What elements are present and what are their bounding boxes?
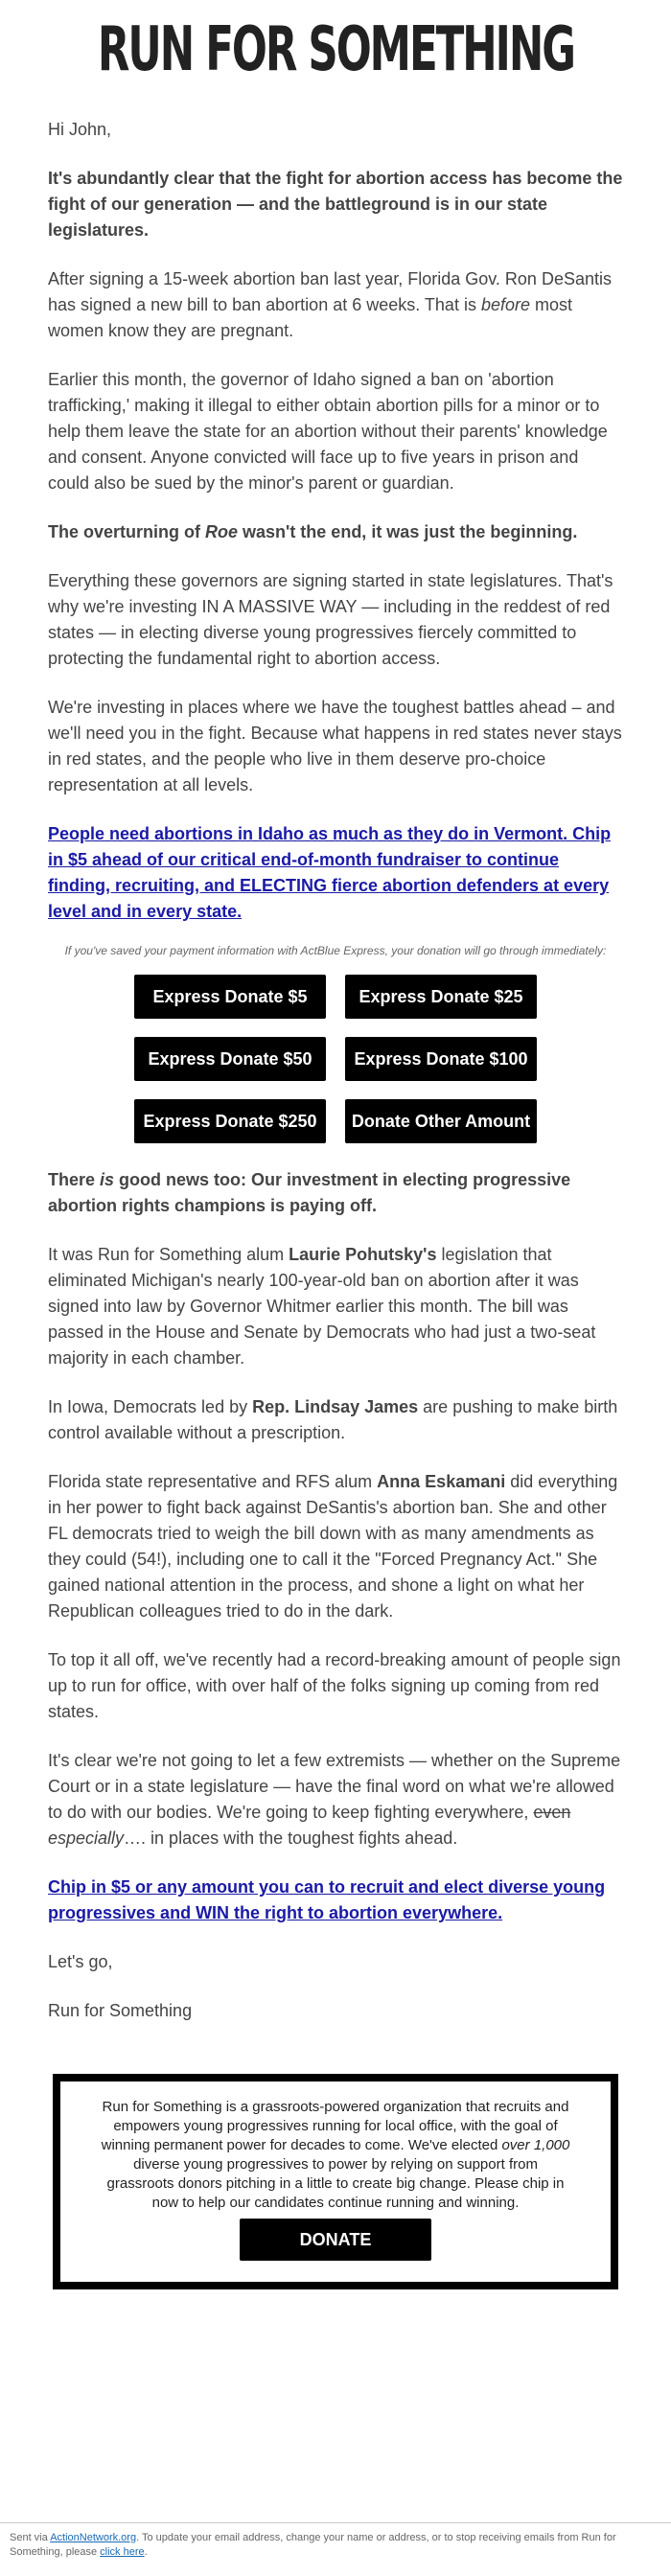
strong-text: Rep. Lindsay James	[252, 1397, 419, 1416]
email-body	[48, 0, 623, 2289]
text: After signing a 15-week abortion ban last year, Florida Gov. Ron DeSantis has signed a new bill to ban abortion at 6 weeks. That is	[48, 269, 612, 314]
strikethrough-text: even	[533, 1803, 571, 1822]
express-donate-25-button[interactable]: Express Donate $25	[345, 975, 537, 1019]
text: …. in places with the toughest fights ahead.	[124, 1828, 458, 1848]
express-donate-50-button[interactable]: Express Donate $50	[134, 1037, 326, 1081]
actionnetwork-link[interactable]: ActionNetwork.org	[50, 2532, 137, 2543]
cta-paragraph-2	[48, 1874, 623, 1926]
text: It was Run for Something alum	[48, 1245, 289, 1264]
express-donate-250-button[interactable]: Express Donate $250	[134, 1099, 326, 1143]
signature: Run for Something	[48, 2001, 193, 2020]
text: legislation that eliminated Michigan's nearly 100-year-old ban on abortion after it was signed into law by Governor Whitmer earlier this month. The bill was passed in the House and Senate by Democrats who had just a two-seat majority in each chamber.	[48, 1245, 596, 1368]
text: Sent via	[10, 2532, 51, 2543]
text: In Iowa, Democrats led by	[48, 1397, 253, 1416]
text: are pushing to make birth control available without a prescription.	[48, 1397, 618, 1442]
express-donate-100-button[interactable]: Express Donate $100	[345, 1037, 537, 1081]
text: Run for Something is a grassroots-powered organization that recruits and empowers young progressives running for local office, with the goal of winning permanent power for decades to come. We've elected	[101, 2099, 569, 2153]
text: . To update your email address, change your name or address, or to stop receiving emails from Run for Something, please	[10, 2532, 616, 2558]
emphasis: is	[100, 1170, 115, 1189]
about-text	[99, 2098, 572, 2213]
text: The overturning of	[48, 522, 205, 541]
actblue-express-note: If you've saved your payment information with ActBlue Express, your donation will go through immediately:	[64, 944, 607, 957]
iowa-paragraph	[48, 1394, 623, 1446]
logo-text: RUN FOR SOMETHING	[97, 14, 574, 85]
florida-rep-paragraph	[48, 1469, 623, 1624]
text: did everything in her power to fight back against DeSantis's abortion ban. She and other FL democrats tried to weigh the bill down with as many amendments as they could (54!), including one to call it the "Forced Pregnancy Act." She gained national attention in the process, and shone a light on what her Republican colleagues tried to do in the dark.	[48, 1472, 618, 1621]
emphasis: over 1,000	[501, 2137, 570, 2153]
intro-paragraph: It's abundantly clear that the fight for abortion access has become the fight of our generation — and the battleground is in our state legislatures.	[48, 169, 623, 240]
emphasis: before	[480, 295, 530, 314]
text: .	[144, 2546, 148, 2558]
donate-button[interactable]: DONATE	[240, 2219, 431, 2261]
closing: Let's go,	[48, 1952, 113, 1971]
text: good news too: Our investment in electing progressive abortion rights champions is paying off.	[48, 1170, 571, 1215]
michigan-paragraph	[48, 1242, 623, 1371]
text: wasn't the end, it was just the beginning.	[238, 522, 578, 541]
florida-paragraph	[48, 266, 623, 344]
idaho-paragraph: Earlier this month, the governor of Idaho signed a ban on 'abortion trafficking,' making it illegal to either obtain abortion pills for a minor or to help them leave the state for an abortion without their parents' knowledge and consent. Anyone convicted will face up to five years in prison and could also be sued by the minor's parent or guardian.	[48, 370, 608, 493]
investing-paragraph: Everything these governors are signing started in state legislatures. That's why we're investing IN A MASSIVE WAY — including in the reddest of red states — in electing diverse young progressives fiercely committed to protecting the fundamental right to abortion access.	[48, 571, 613, 668]
strong-text: Laurie Pohutsky's	[289, 1245, 437, 1264]
express-donate-buttons	[48, 975, 623, 1143]
text: diverse young progressives to power by relying on support from grassroots donors pitching in a little to create big change. Please chip in now to help our candidates continue running and winning.	[106, 2156, 565, 2211]
greeting: Hi John,	[48, 120, 112, 139]
roe-paragraph	[48, 519, 623, 545]
text: It's clear we're not going to let a few extremists — whether on the Supreme Court or in a state legislature — have the final word on what we're allowed to do with our bodies. We're going to keep fighting everywhere,	[48, 1751, 621, 1822]
good-news-paragraph	[48, 1167, 623, 1219]
emphasis: especially	[48, 1828, 125, 1848]
emphasis: Roe	[205, 522, 239, 541]
cta-paragraph-1	[48, 821, 623, 925]
email-footer	[0, 2522, 671, 2560]
donate-link-1[interactable]: People need abortions in Idaho as much as they do in Vermont. Chip in $5 ahead of our critical end-of-month fundraiser to continue finding, recruiting, and ELECTING fierce abortion defenders at every level and in every state.	[48, 824, 612, 921]
express-donate-5-button[interactable]: Express Donate $5	[134, 975, 326, 1019]
text: There	[48, 1170, 101, 1189]
donate-other-amount-button[interactable]: Donate Other Amount	[345, 1099, 537, 1143]
text: Florida state representative and RFS alum	[48, 1472, 378, 1491]
unsubscribe-link[interactable]: click here	[100, 2546, 145, 2558]
logo	[48, 0, 623, 96]
text: most women know they are pregnant.	[48, 295, 573, 340]
about-box	[53, 2074, 618, 2289]
extremists-paragraph	[48, 1748, 623, 1852]
battles-paragraph: We're investing in places where we have the toughest battles ahead – and we'll need you in the fight. Because what happens in red states never stays in red states, and the people who live in them deserve pro-choice representation at all levels.	[48, 698, 622, 794]
donate-link-2[interactable]: Chip in $5 or any amount you can to recruit and elect diverse young progressives and WIN the right to abortion everywhere.	[48, 1877, 606, 1922]
record-paragraph: To top it all off, we've recently had a record-breaking amount of people sign up to run for office, with over half of the folks signing up coming from red states.	[48, 1650, 621, 1721]
strong-text: Anna Eskamani	[377, 1472, 506, 1491]
